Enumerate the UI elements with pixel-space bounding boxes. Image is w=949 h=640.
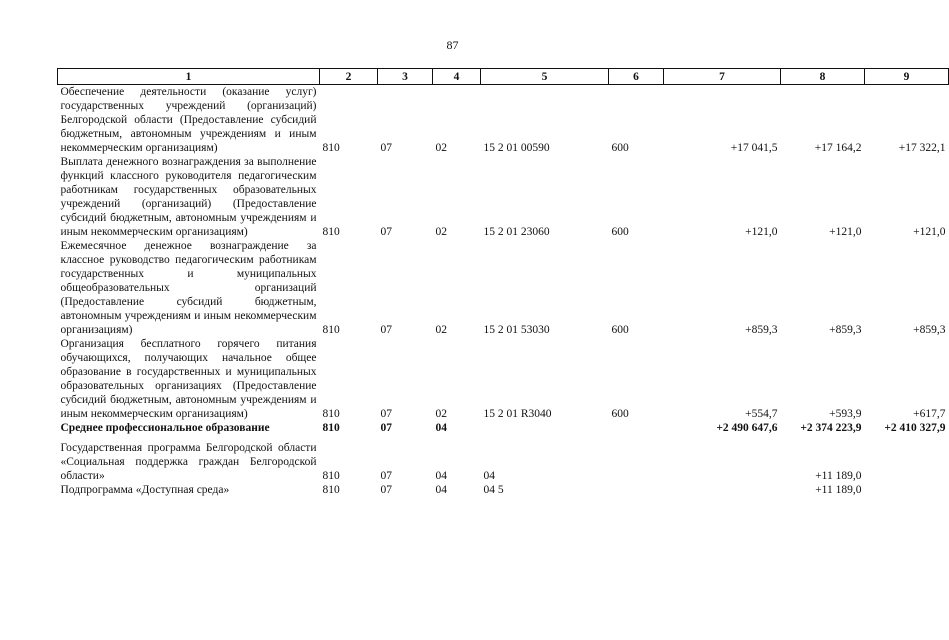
row-expense-type: [609, 441, 664, 483]
header-cell-9: 9: [865, 69, 949, 85]
row-expense-type: 600: [611, 324, 629, 336]
row-expense-type: [609, 421, 664, 435]
table-body: [58, 85, 949, 498]
table-row: [58, 441, 949, 483]
page-number: 87: [446, 38, 459, 52]
row-ministry-code: 810: [322, 422, 340, 434]
table-row: [58, 85, 949, 156]
row-value-col7: +121,0: [745, 226, 778, 238]
row-ministry-code: 810: [322, 484, 340, 496]
row-value-col9: +859,3: [913, 324, 946, 336]
row-subsection-code: 02: [435, 408, 447, 420]
row-value-col8: +2 374 223,9: [800, 422, 862, 434]
row-value-col9: [865, 441, 949, 483]
row-expense-type: 600: [611, 408, 629, 420]
header-cell-2: 2: [320, 69, 378, 85]
row-subsection-code: 02: [435, 142, 447, 154]
row-description: Среднее профессиональное образование: [60, 422, 270, 434]
row-value-col9: +2 410 327,9: [884, 422, 946, 434]
row-expense-type: 600: [611, 142, 629, 154]
header-cell-4: 4: [433, 69, 481, 85]
row-description: Обеспечение деятельности (оказание услуг) государственных учреждений (организаций) Белгородской области (Предоставление субсидий бюджетным, автономным учреждениям и иным некоммерческим организациям): [60, 86, 317, 154]
row-subsection-code: 04: [435, 470, 447, 482]
row-value-col9: +17 322,1: [898, 142, 946, 154]
row-value-col7: [664, 483, 781, 497]
header-cell-6: 6: [609, 69, 664, 85]
row-value-col7: +17 041,5: [730, 142, 778, 154]
row-target-article: [481, 421, 609, 435]
row-subsection-code: 02: [435, 324, 447, 336]
row-target-article: 15 2 01 53030: [483, 324, 550, 336]
table-row: [58, 155, 949, 239]
budget-table: [57, 68, 949, 497]
row-subsection-code: 04: [435, 484, 447, 496]
row-value-col9: [865, 483, 949, 497]
row-target-article: 15 2 01 R3040: [483, 408, 552, 420]
row-value-col9: +617,7: [913, 408, 946, 420]
row-value-col8: +859,3: [829, 324, 862, 336]
header-cell-7: 7: [664, 69, 781, 85]
row-target-article: 04: [483, 470, 495, 482]
row-section-code: 07: [380, 142, 392, 154]
table-row: [58, 483, 949, 497]
row-section-code: 07: [380, 324, 392, 336]
row-target-article: 04 5: [483, 484, 504, 496]
row-value-col7: +2 490 647,6: [716, 422, 778, 434]
header-cell-8: 8: [781, 69, 865, 85]
row-ministry-code: 810: [322, 470, 340, 482]
row-ministry-code: 810: [322, 226, 340, 238]
row-ministry-code: 810: [322, 324, 340, 336]
row-description: Выплата денежного вознаграждения за выполнение функций классного руководителя педагогическим работникам государственных образовательных учреждений (организаций) (Предоставление субсидий бюджетным, автономным учреждениям и иным некоммерческим организациям): [60, 156, 317, 238]
table-row: [58, 337, 949, 421]
row-value-col8: +593,9: [829, 408, 862, 420]
row-section-code: 07: [380, 408, 392, 420]
row-description: Государственная программа Белгородской области «Социальная поддержка граждан Белгородской области»: [60, 442, 317, 482]
row-target-article: 15 2 01 00590: [483, 142, 550, 154]
row-description: Подпрограмма «Доступная среда»: [60, 484, 230, 496]
row-section-code: 07: [380, 470, 392, 482]
row-description: Организация бесплатного горячего питания обучающихся, получающих начальное общее образование в государственных и муниципальных образовательных организациях (Предоставление субсидий бюджетным, автономным учреждениям и иным некоммерческим организациям): [60, 338, 317, 420]
header-cell-1: 1: [58, 69, 320, 85]
row-value-col7: [664, 441, 781, 483]
row-expense-type: 600: [611, 226, 629, 238]
header-cell-5: 5: [481, 69, 609, 85]
table-row: [58, 421, 949, 435]
row-value-col8: +121,0: [829, 226, 862, 238]
row-section-code: 07: [380, 226, 392, 238]
row-value-col7: +554,7: [745, 408, 778, 420]
row-value-col9: +121,0: [913, 226, 946, 238]
row-value-col8: +11 189,0: [815, 470, 862, 482]
row-section-code: 07: [380, 484, 392, 496]
row-ministry-code: 810: [322, 142, 340, 154]
row-subsection-code: 02: [435, 226, 447, 238]
row-target-article: 15 2 01 23060: [483, 226, 550, 238]
row-value-col8: +11 189,0: [815, 484, 862, 496]
header-row: [58, 69, 949, 85]
row-subsection-code: 04: [435, 422, 447, 434]
header-cell-3: 3: [378, 69, 433, 85]
row-description: Ежемесячное денежное вознаграждение за классное руководство педагогическим работникам государственных и муниципальных общеобразовательных организаций (Предоставление субсидий бюджетным, автономным учреждениям и иным некоммерческим организациям): [60, 240, 317, 336]
row-ministry-code: 810: [322, 408, 340, 420]
row-section-code: 07: [380, 422, 392, 434]
table-row: [58, 239, 949, 337]
row-value-col8: +17 164,2: [814, 142, 862, 154]
row-value-col7: +859,3: [745, 324, 778, 336]
row-expense-type: [609, 483, 664, 497]
